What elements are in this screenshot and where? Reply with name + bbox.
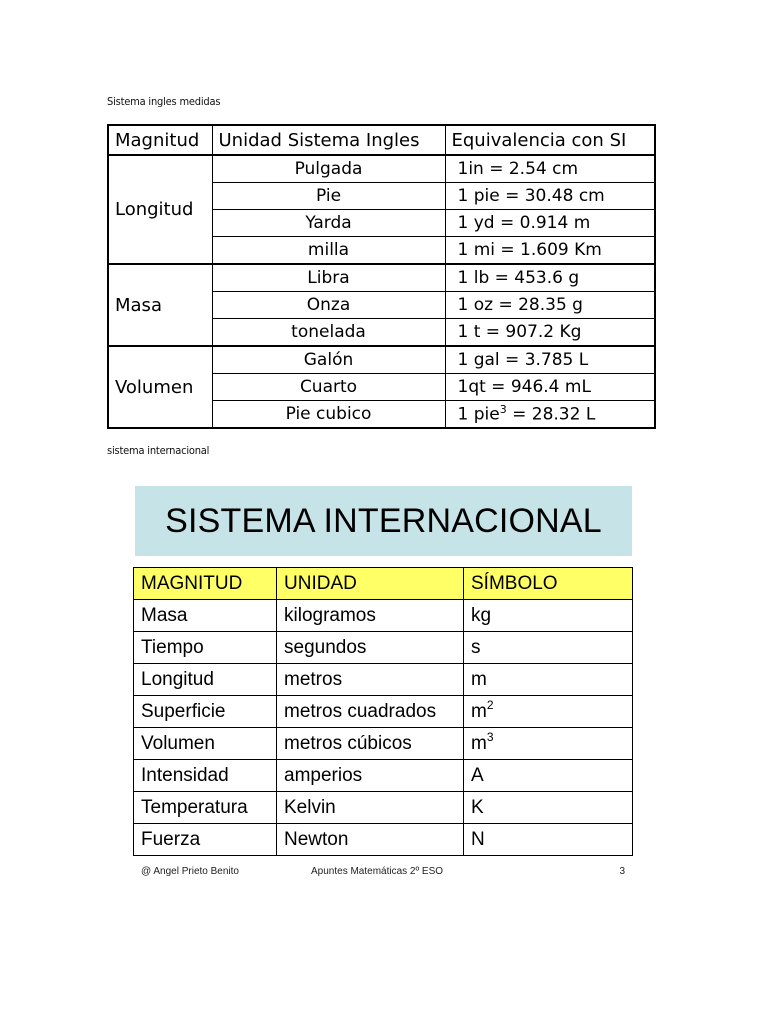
table-row [108, 346, 655, 374]
unit-cell: milla [212, 237, 445, 265]
symbol-cell: N [464, 824, 633, 856]
footer-course: Apuntes Matemáticas 2º ESO [311, 866, 444, 877]
unit-cell: metros cúbicos [277, 728, 464, 760]
equivalence-superscript: 3 [499, 403, 507, 417]
unit-cell: segundos [277, 632, 464, 664]
magnitude-cell: Volumen [108, 346, 212, 428]
table-header-row [134, 568, 633, 600]
symbol-exponent: 2 [486, 697, 494, 712]
unit-cell: Newton [277, 824, 464, 856]
table-row [134, 664, 633, 696]
unit-cell: metros cuadrados [277, 696, 464, 728]
header-magnitud: MAGNITUD [134, 568, 277, 600]
table-row [134, 824, 633, 856]
unit-cell: Onza [212, 292, 445, 319]
english-units-table [107, 124, 656, 429]
header-unidad: Unidad Sistema Ingles [212, 125, 445, 155]
magnitude-cell: Longitud [108, 155, 212, 264]
equivalence-cell: 1qt = 946.4 mL [445, 374, 655, 401]
si-title: SISTEMA INTERNACIONAL [165, 501, 602, 540]
magnitude-cell: Fuerza [134, 824, 277, 856]
unit-cell: amperios [277, 760, 464, 792]
equivalence-pre: 1 pie [457, 404, 500, 425]
unit-cell: Libra [212, 264, 445, 292]
equivalence-post: = 28.32 L [506, 404, 596, 425]
table-row [134, 760, 633, 792]
magnitude-cell: Masa [134, 600, 277, 632]
table-row [134, 728, 633, 760]
table-row [108, 155, 655, 183]
equivalence-cell: 1 pie = 30.48 cm [445, 183, 655, 210]
caption-english-system: Sistema ingles medidas [107, 95, 221, 108]
header-equivalencia: Equivalencia con SI [445, 125, 655, 155]
magnitude-cell: Temperatura [134, 792, 277, 824]
caption-si-system: sistema internacional [107, 444, 210, 457]
magnitude-cell: Volumen [134, 728, 277, 760]
unit-cell: Pulgada [212, 155, 445, 183]
symbol-cell: s [464, 632, 633, 664]
header-magnitud: Magnitud [108, 125, 212, 155]
equivalence-cell: 1 t = 907.2 Kg [445, 319, 655, 347]
table-row [134, 696, 633, 728]
footer-page-number: 3 [619, 866, 625, 877]
si-title-banner [135, 486, 632, 556]
unit-cell: metros [277, 664, 464, 696]
symbol-cell: m [464, 664, 633, 696]
table-row [134, 600, 633, 632]
symbol-base: m [471, 700, 487, 722]
footer-author: @ Angel Prieto Benito [141, 866, 239, 877]
table-row [134, 632, 633, 664]
symbol-cell: kg [464, 600, 633, 632]
symbol-base: m [471, 732, 487, 754]
table-header-row [108, 125, 655, 155]
unit-cell: Kelvin [277, 792, 464, 824]
symbol-cell: A [464, 760, 633, 792]
unit-cell: tonelada [212, 319, 445, 347]
si-units-table [133, 567, 633, 856]
unit-cell: kilogramos [277, 600, 464, 632]
unit-cell: Cuarto [212, 374, 445, 401]
equivalence-cell: 1 lb = 453.6 g [445, 264, 655, 292]
magnitude-cell: Masa [108, 264, 212, 346]
unit-cell: Pie cubico [212, 401, 445, 429]
symbol-cell: K [464, 792, 633, 824]
unit-cell: Yarda [212, 210, 445, 237]
equivalence-cell: 1 oz = 28.35 g [445, 292, 655, 319]
table-row [108, 264, 655, 292]
symbol-cell [464, 696, 633, 728]
equivalence-cell [445, 401, 655, 429]
equivalence-cell: 1 gal = 3.785 L [445, 346, 655, 374]
header-simbolo: SÍMBOLO [464, 568, 633, 600]
magnitude-cell: Intensidad [134, 760, 277, 792]
unit-cell: Pie [212, 183, 445, 210]
magnitude-cell: Superficie [134, 696, 277, 728]
slide-footer [141, 866, 631, 880]
equivalence-cell: 1in = 2.54 cm [445, 155, 655, 183]
equivalence-cell: 1 mi = 1.609 Km [445, 237, 655, 265]
symbol-cell [464, 728, 633, 760]
table-row [134, 792, 633, 824]
equivalence-cell: 1 yd = 0.914 m [445, 210, 655, 237]
magnitude-cell: Longitud [134, 664, 277, 696]
unit-cell: Galón [212, 346, 445, 374]
magnitude-cell: Tiempo [134, 632, 277, 664]
symbol-exponent: 3 [486, 729, 494, 744]
header-unidad: UNIDAD [277, 568, 464, 600]
